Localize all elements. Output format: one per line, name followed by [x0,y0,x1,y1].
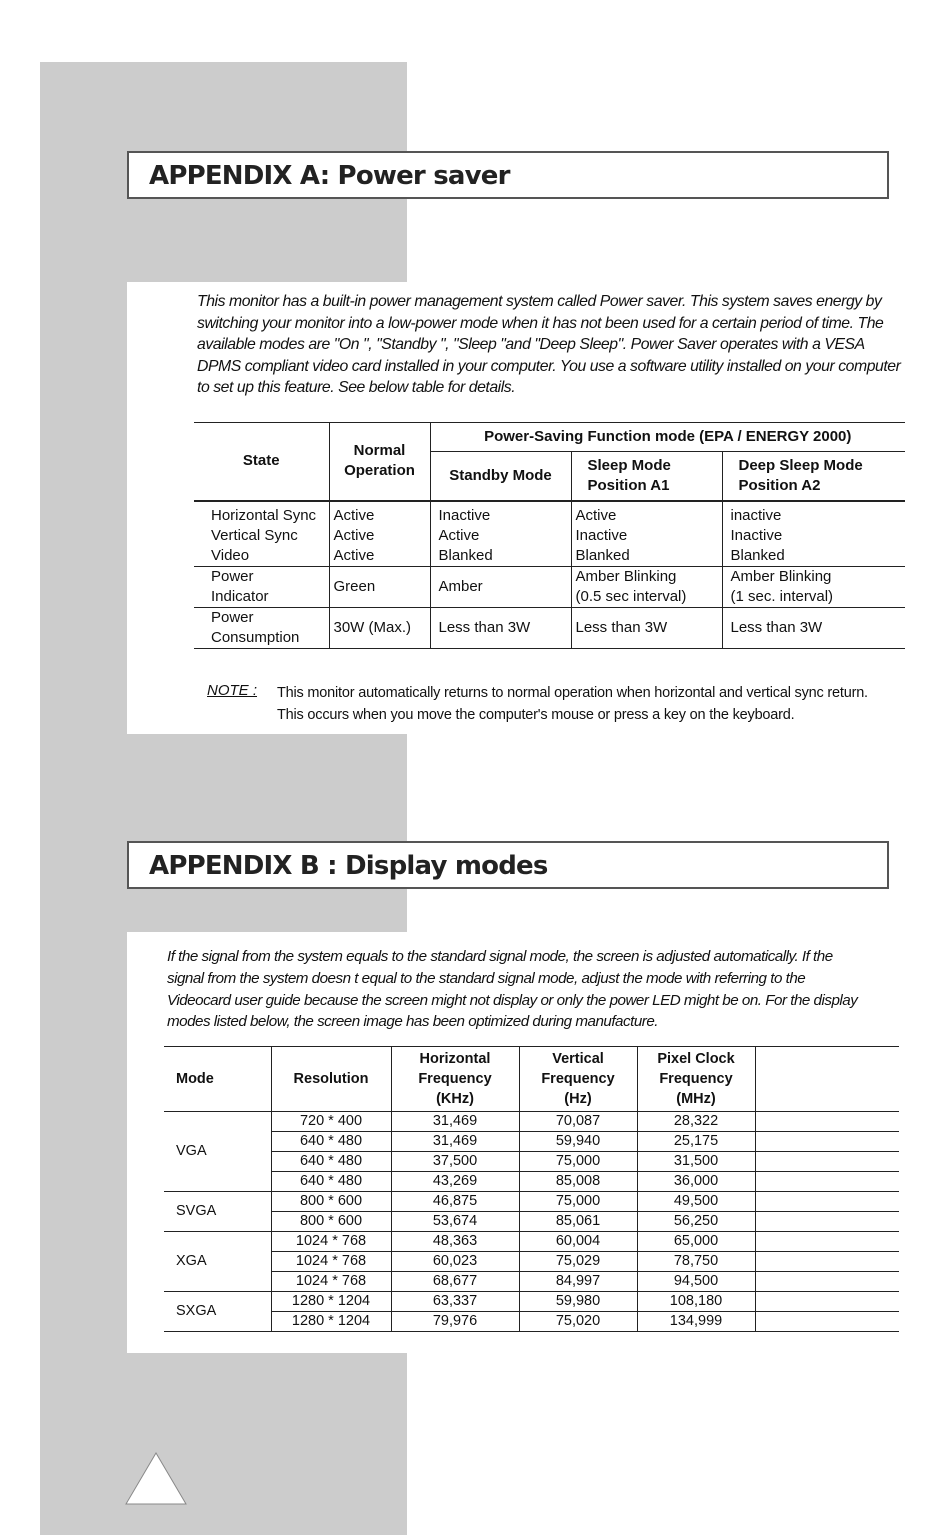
vfreq-cell: 75,029 [519,1252,637,1272]
normal-cell: Active [329,526,430,546]
pclock-cell: 65,000 [637,1232,755,1252]
table-row [164,1232,899,1252]
standby-cell: Active [430,526,571,546]
table-row [164,1272,899,1292]
display-modes-table [164,1046,899,1332]
table-row [194,607,905,648]
vfreq-cell: 85,061 [519,1212,637,1232]
empty-cell [755,1132,899,1152]
mode-cell: SVGA [164,1192,271,1232]
hfreq-cell: 31,469 [391,1132,519,1152]
note-line-2: This occurs when you move the computer's mouse or press a key on the keyboard. [277,707,795,723]
table-row [164,1132,899,1152]
table-row [164,1192,899,1212]
table-row [194,566,905,607]
vfreq-cell: 70,087 [519,1112,637,1132]
table-row [164,1152,899,1172]
deep-sleep-cell: Blanked [730,546,785,564]
table-row [194,546,905,567]
hfreq-cell: 31,469 [391,1112,519,1132]
resolution-cell: 640 * 480 [271,1172,391,1192]
empty-cell [755,1232,899,1252]
header-deep-sleep: Deep Sleep Mode Position A2 [722,452,905,501]
sleep-cell: Active [571,501,722,526]
hfreq-cell: 46,875 [391,1192,519,1212]
hfreq-cell: 43,269 [391,1172,519,1192]
pclock-cell: 78,750 [637,1252,755,1272]
note-line-1: This monitor automatically returns to normal operation when horizontal and vertical sync return. [277,685,868,701]
appendix-b-title: APPENDIX B : Display modes [149,851,548,881]
pclock-cell: 56,250 [637,1212,755,1232]
vfreq-cell: 60,004 [519,1232,637,1252]
state-cell: Power Indicator [194,566,329,607]
vfreq-cell: 59,940 [519,1132,637,1152]
state-cell: Video [194,546,329,567]
vfreq-cell: 85,008 [519,1172,637,1192]
hfreq-cell: 53,674 [391,1212,519,1232]
pclock-cell: 25,175 [637,1132,755,1152]
hfreq-cell: 79,976 [391,1312,519,1332]
appendix-b-intro: If the signal from the system equals to the standard signal mode, the screen is adjusted automatically. If the signal from the system doesn t equal to the standard signal mode, adjust the mode with referring to the Videocard user guide because the screen might not display or only the power LED might be on. For the display modes listed below, the screen image has been optimized during manufacture. [167,948,858,1031]
empty-cell [755,1252,899,1272]
header-resolution: Resolution [271,1047,391,1112]
vfreq-cell: 59,980 [519,1292,637,1312]
resolution-cell: 1024 * 768 [271,1252,391,1272]
pclock-cell: 94,500 [637,1272,755,1292]
header-pixel-clock: Pixel Clock Frequency (MHz) [637,1047,755,1112]
empty-cell [755,1152,899,1172]
empty-cell [755,1212,899,1232]
pclock-cell: 36,000 [637,1172,755,1192]
hfreq-cell: 63,337 [391,1292,519,1312]
empty-cell [755,1272,899,1292]
empty-cell [755,1292,899,1312]
table-row [164,1112,899,1132]
table-row [194,526,905,546]
table-row [194,501,905,526]
appendix-a-header [127,151,889,199]
pclock-cell: 49,500 [637,1192,755,1212]
sleep-cell: Amber Blinking (0.5 sec interval) [571,566,722,607]
standby-cell: Blanked [430,546,571,567]
header-standby: Standby Mode [430,452,571,501]
header-normal-operation: Normal Operation [329,423,430,501]
display-modes-body [164,1112,899,1332]
resolution-cell: 640 * 480 [271,1152,391,1172]
sleep-cell: Blanked [571,546,722,567]
resolution-cell: 1280 * 1204 [271,1312,391,1332]
table-row [164,1172,899,1192]
state-cell: Power Consumption [194,607,329,648]
state-cell: Vertical Sync [194,526,329,546]
table-row [164,1292,899,1312]
resolution-cell: 1024 * 768 [271,1272,391,1292]
resolution-cell: 1280 * 1204 [271,1292,391,1312]
deep-sleep-cell: inactive [730,506,782,524]
vfreq-cell: 75,020 [519,1312,637,1332]
mode-cell: XGA [164,1232,271,1292]
header-power-saving: Power-Saving Function mode (EPA / ENERGY 2000) [430,423,905,452]
appendix-b-header [127,841,889,889]
hfreq-cell: 48,363 [391,1232,519,1252]
header-mode: Mode [164,1047,271,1112]
resolution-cell: 1024 * 768 [271,1232,391,1252]
pclock-cell: 28,322 [637,1112,755,1132]
appendix-a-title: APPENDIX A: Power saver [149,161,510,191]
normal-cell: 30W (Max.) [329,607,430,648]
sleep-cell: Less than 3W [571,607,722,648]
resolution-cell: 800 * 600 [271,1212,391,1232]
normal-cell: Green [329,566,430,607]
resolution-cell: 640 * 480 [271,1132,391,1152]
deep-sleep-cell: Amber Blinking (1 sec. interval) [730,567,834,605]
standby-cell: Inactive [430,501,571,526]
header-empty [755,1047,899,1112]
pclock-cell: 134,999 [637,1312,755,1332]
normal-cell: Active [329,546,430,567]
vfreq-cell: 75,000 [519,1192,637,1212]
empty-cell [755,1172,899,1192]
table-row [164,1212,899,1232]
standby-cell: Amber [430,566,571,607]
resolution-cell: 800 * 600 [271,1192,391,1212]
deep-sleep-cell: Less than 3W [730,618,823,636]
table-row [164,1252,899,1272]
triangle-icon [125,1452,187,1505]
mode-cell: VGA [164,1112,271,1192]
vfreq-cell: 84,997 [519,1272,637,1292]
pclock-cell: 31,500 [637,1152,755,1172]
empty-cell [755,1312,899,1332]
hfreq-cell: 37,500 [391,1152,519,1172]
mode-cell: SXGA [164,1292,271,1332]
header-state: State [194,423,329,501]
resolution-cell: 720 * 400 [271,1112,391,1132]
standby-cell: Less than 3W [430,607,571,648]
normal-cell: Active [329,501,430,526]
pclock-cell: 108,180 [637,1292,755,1312]
header-vertical-frequency: Vertical Frequency (Hz) [519,1047,637,1112]
state-cell: Horizontal Sync [194,501,329,526]
hfreq-cell: 60,023 [391,1252,519,1272]
note-label: NOTE : [207,682,258,699]
header-horizontal-frequency: Horizontal Frequency (KHz) [391,1047,519,1112]
empty-cell [755,1112,899,1132]
vfreq-cell: 75,000 [519,1152,637,1172]
header-sleep: Sleep Mode Position A1 [571,452,722,501]
empty-cell [755,1192,899,1212]
power-saver-table [194,422,905,649]
hfreq-cell: 68,677 [391,1272,519,1292]
table-row [164,1312,899,1332]
sleep-cell: Inactive [571,526,722,546]
note-text [277,682,868,726]
deep-sleep-cell: Inactive [730,526,783,544]
appendix-a-intro: This monitor has a built-in power management system called Power saver. This system saves energy by switching your monitor into a low-power mode when it has not been used for a certain period of time. The available modes are "On ", "Standby ", "Sleep "and "Deep Sleep". Power Saver operates with a VESA DPMS compliant video card installed in your computer. You use a software utility installed on your computer to set up this feature. See below table for details. [197,293,901,397]
